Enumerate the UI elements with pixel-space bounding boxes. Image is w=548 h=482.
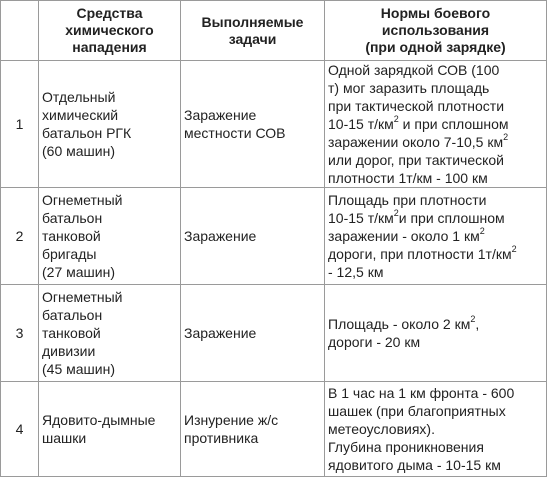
row-tasks: Заражение местности СОВ	[181, 61, 325, 188]
row-norms: В 1 час на 1 км фронта - 600 шашек (при благоприятных метеоусловиях). Глубина проникновения ядовитого дыма - 10-15 км	[325, 382, 547, 477]
row-norms: Одной зарядкой СОВ (100 т) мог заразить площадь при тактической плотности 10-15 $т/км^2$ и при сплошном заражении около 7-10,5 $км^2$ или дорог, при тактической плотности 1т/км - 100 км	[325, 61, 547, 188]
row-tasks: Заражение	[181, 285, 325, 382]
table-row	[1, 61, 547, 188]
row-number: 1	[1, 61, 39, 188]
table-row	[1, 285, 547, 382]
row-norms: Площадь при плотности 10-15 $т/км^2и$ при сплошном заражении - около 1 $км^2$ дороги, при плотности $1т/км^2$ - 12,5 км	[325, 188, 547, 285]
row-number: 4	[1, 382, 39, 477]
header-tasks: Выполняемые задачи	[181, 1, 325, 61]
table-row	[1, 188, 547, 285]
header-norms: Нормы боевого использования (при одной зарядке)	[325, 1, 547, 61]
row-tasks: Заражение	[181, 188, 325, 285]
row-norms: Площадь - около 2 $км^2$, дороги - 20 км	[325, 285, 547, 382]
header-row	[1, 1, 547, 61]
header-means: Средства химического нападения	[39, 1, 181, 61]
row-number: 2	[1, 188, 39, 285]
row-means: Отдельный химический батальон РГК (60 машин)	[39, 61, 181, 188]
table-row	[1, 382, 547, 477]
header-number	[1, 1, 39, 61]
row-means: Огнеметный батальон танковой дивизии (45 машин)	[39, 285, 181, 382]
row-means: Ядовито-дымные шашки	[39, 382, 181, 477]
row-number: 3	[1, 285, 39, 382]
row-tasks: Изнурение ж/с противника	[181, 382, 325, 477]
row-means: Огнеметный батальон танковой бригады (27 машин)	[39, 188, 181, 285]
